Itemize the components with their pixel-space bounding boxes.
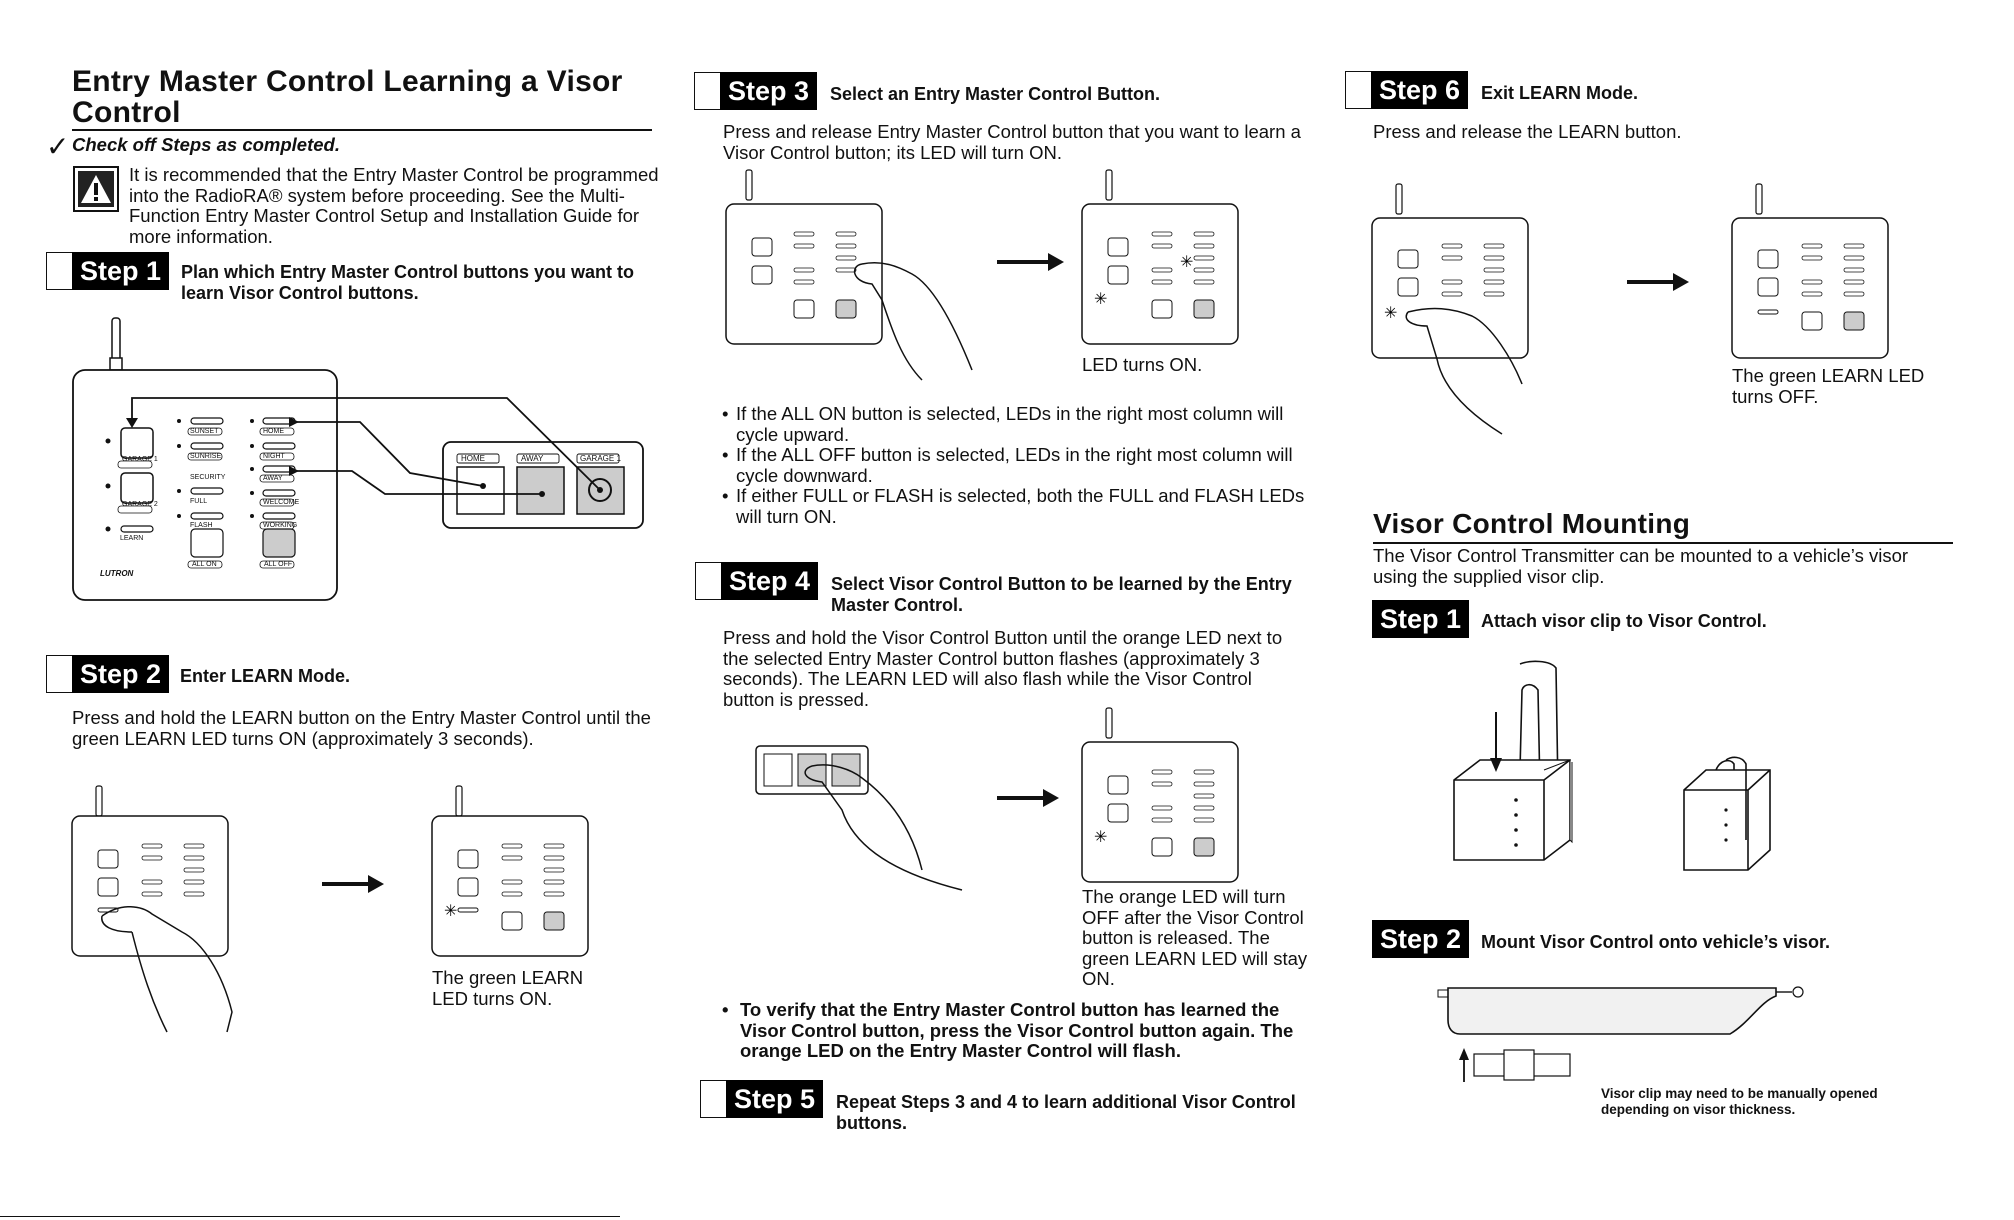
svg-text:✳: ✳ xyxy=(1094,289,1108,308)
page-title: Entry Master Control Learning a Visor Control xyxy=(72,65,623,129)
mount-step1-title: Attach visor clip to Visor Control. xyxy=(1481,611,1767,631)
mount-step2-label: Step 2 xyxy=(1372,920,1469,958)
step3-title: Select an Entry Master Control Button. xyxy=(830,84,1161,104)
kp-label-garage1: GARAGE 1 xyxy=(122,456,158,463)
step4-body: Press and hold the Visor Control Button until the orange LED next to the selected Entry Master Control button flashes (approximately 3 seconds). The LEARN LED will also flash while the Visor Control button is pressed. xyxy=(723,627,1283,710)
visor-label-garage1: GARAGE 1 xyxy=(580,454,621,463)
kp-label-all-on: ALL ON xyxy=(192,561,217,568)
step2-caption: The green LEARN LED turns ON. xyxy=(432,967,584,1009)
svg-text:✳: ✳ xyxy=(1180,252,1194,271)
mount-step1-label: Step 1 xyxy=(1372,600,1469,638)
checkmark-icon: ✓ xyxy=(46,131,70,162)
svg-text:✳: ✳ xyxy=(444,901,458,920)
step1-title: Plan which Entry Master Control buttons you want to learn Visor Control buttons. xyxy=(181,262,635,303)
step5-title: Repeat Steps 3 and 4 to learn additional Visor Control buttons. xyxy=(836,1092,1296,1133)
svg-text:✳: ✳ xyxy=(1094,827,1108,846)
page-bottom-rule xyxy=(0,1216,620,1217)
kp-label-sunset: SUNSET xyxy=(190,428,219,435)
bullet-item: • If the ALL OFF button is selected, LEDs in the right most column will cycle downward. xyxy=(722,445,1312,486)
step1-label: Step 1 xyxy=(72,252,169,290)
step6-label: Step 6 xyxy=(1371,71,1468,109)
kp-label-working: WORKING xyxy=(263,522,298,529)
step4-illustration xyxy=(752,700,1232,900)
step6-checkbox[interactable] xyxy=(1345,71,1373,109)
mount-step2-illustration xyxy=(1430,982,1830,1082)
kp-label-learn: LEARN xyxy=(120,535,144,542)
kp-label-night: NIGHT xyxy=(263,453,285,460)
step6-title: Exit LEARN Mode. xyxy=(1481,83,1639,103)
kp-label-away: AWAY xyxy=(263,475,283,482)
kp-label-home: HOME xyxy=(263,428,284,435)
step3-label: Step 3 xyxy=(720,72,817,110)
kp-label-garage2: GARAGE 2 xyxy=(122,501,158,508)
step3-body: Press and release Entry Master Control button that you want to learn a Visor Control button; its LED will turn ON. xyxy=(723,121,1301,163)
keypad-before xyxy=(72,786,228,956)
kp-label-full: FULL xyxy=(190,498,208,505)
step2-body: Press and hold the LEARN button on the Entry Master Control until the green LEARN LED turns ON (approximately 3 seconds). xyxy=(72,707,651,749)
step2-checkbox[interactable] xyxy=(46,655,74,693)
verify-note xyxy=(722,1000,1322,1062)
checkoff-note: Check off Steps as completed. xyxy=(72,134,340,155)
verify-text: • To verify that the Entry Master Control button has learned the Visor Control button, press the Visor Control button again. The orange LED on the Entry Master Control will flash. xyxy=(722,1000,1322,1062)
step4-checkbox[interactable] xyxy=(695,562,723,600)
step5-label: Step 5 xyxy=(726,1080,823,1118)
step2-label: Step 2 xyxy=(72,655,169,693)
step1-diagram xyxy=(70,318,650,608)
visor-label-home: HOME xyxy=(461,454,485,463)
kp-label-security: SECURITY xyxy=(190,474,226,481)
step6-body: Press and release the LEARN button. xyxy=(1373,121,1682,142)
kp-label-welcome: WELCOME xyxy=(263,499,300,506)
title-rule xyxy=(72,129,652,131)
mount-step2-title: Mount Visor Control onto vehicle’s visor. xyxy=(1481,932,1831,952)
step4-title: Select Visor Control Button to be learned by the Entry Master Control. xyxy=(831,574,1292,615)
keypad-after xyxy=(432,786,588,956)
mount-note: Visor clip may need to be manually opened depending on visor thickness. xyxy=(1601,1086,1878,1117)
mounting-rule xyxy=(1373,542,1953,544)
step3-bullets xyxy=(722,404,1312,527)
lutron-logo: LUTRON xyxy=(100,569,134,578)
step4-label: Step 4 xyxy=(721,562,818,600)
svg-text:✳: ✳ xyxy=(1384,303,1398,322)
mounting-body: The Visor Control Transmitter can be mounted to a vehicle’s visor using the supplied visor clip. xyxy=(1373,545,1909,587)
step2-title: Enter LEARN Mode. xyxy=(180,666,351,686)
kp-label-flash: FLASH xyxy=(190,522,213,529)
kp-label-all-off: ALL OFF xyxy=(264,561,293,568)
step5-checkbox[interactable] xyxy=(700,1080,728,1118)
visor-label-away: AWAY xyxy=(521,454,544,463)
mount-step1-illustration xyxy=(1440,660,1880,880)
step4-caption: The orange LED will turn OFF after the Visor Control button is released. The green LEARN LED will stay ON. xyxy=(1082,886,1308,989)
step6-caption: The green LEARN LED turns OFF. xyxy=(1732,365,1925,407)
bullet-item: • If either FULL or FLASH is selected, both the FULL and FLASH LEDs will turn ON. xyxy=(722,486,1312,527)
mounting-title: Visor Control Mounting xyxy=(1373,508,1691,539)
bullet-item: • If the ALL ON button is selected, LEDs in the right most column will cycle upward. xyxy=(722,404,1312,445)
step3-checkbox[interactable] xyxy=(694,72,722,110)
warning-text: It is recommended that the Entry Master Control be programmed into the RadioRA® system before proceeding. See the Multi-Function Entry Master Control Setup and Installation Guide for more information. xyxy=(129,164,659,247)
warning-icon xyxy=(73,166,119,212)
step3-caption: LED turns ON. xyxy=(1082,354,1203,375)
step1-checkbox[interactable] xyxy=(46,252,74,290)
kp-label-sunrise: SUNRISE xyxy=(190,453,222,460)
